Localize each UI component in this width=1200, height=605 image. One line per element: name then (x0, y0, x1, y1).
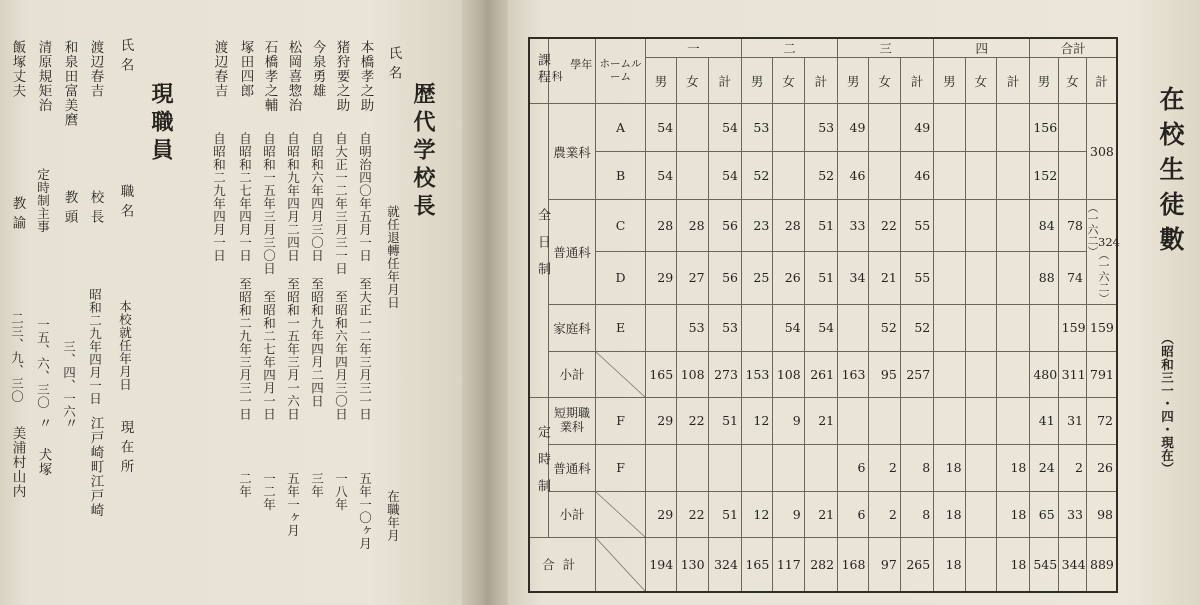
table-cell: 56 (708, 200, 741, 252)
header-male: 男 (741, 58, 772, 104)
principal-term: 自昭和二七年四月一日 至昭和二九年三月三一日 (237, 132, 253, 421)
table-cell (965, 252, 996, 304)
staff-header-since: 本校就任年月日 (117, 300, 133, 391)
table-cell (741, 304, 772, 351)
header-grade-2: 二 (741, 38, 837, 58)
table-cell (965, 397, 996, 444)
table-cell: 52 (900, 304, 933, 351)
table-cell: 23 (741, 200, 772, 252)
header-female: 女 (677, 58, 708, 104)
table-cell: 46 (838, 152, 869, 200)
table-cell (677, 152, 708, 200)
staff-address: 美浦村山内 (9, 426, 26, 499)
table-cell (677, 444, 708, 491)
principal-years: 一八年 (333, 472, 349, 511)
table-cell: 153 (741, 351, 772, 397)
table-cell: 97 (869, 537, 900, 592)
staff-name: 和泉田富美麿 (61, 40, 78, 127)
table-cell: 29 (645, 252, 676, 304)
table-cell (934, 152, 965, 200)
table-cell (934, 351, 965, 397)
table-cell: 78 (1058, 200, 1086, 252)
table-cell: 2 (869, 444, 900, 491)
table-cell: 51 (708, 397, 741, 444)
dept-home-economics: 家庭科 (548, 304, 596, 351)
staff-name: 渡辺春吉 (87, 40, 104, 98)
header-female: 女 (773, 58, 804, 104)
staff-header-address: 現在所 (117, 420, 134, 479)
homeroom-cell: B (596, 152, 646, 200)
table-cell (645, 444, 676, 491)
table-cell: 282 (804, 537, 837, 592)
history-header-name: 氏名 (385, 46, 402, 85)
header-male: 男 (1030, 58, 1058, 104)
table-row (529, 397, 1117, 444)
header-course: 課程 (529, 38, 548, 104)
table-cell: 18 (934, 537, 965, 592)
table-cell: 480 (1030, 351, 1058, 397)
table-cell (869, 397, 900, 444)
table-cell: 46 (900, 152, 933, 200)
table-cell: 52 (804, 152, 837, 200)
agri-total-cell: 308 (1087, 104, 1118, 200)
table-row (529, 444, 1117, 491)
table-cell: 545 (1030, 537, 1058, 592)
table-cell (996, 152, 1029, 200)
table-cell: 18 (996, 444, 1029, 491)
table-cell: 54 (708, 104, 741, 152)
header-female: 女 (869, 58, 900, 104)
enrollment-table (528, 37, 1118, 593)
table-cell: 165 (741, 537, 772, 592)
table-cell: 28 (677, 200, 708, 252)
table-cell: 21 (804, 491, 837, 537)
table-cell: 18 (996, 537, 1029, 592)
enrollment-date: （昭和三一・四・現在） (1159, 332, 1175, 475)
table-cell: 12 (741, 397, 772, 444)
table-cell: 257 (900, 351, 933, 397)
table-cell (996, 351, 1029, 397)
header-male: 男 (934, 58, 965, 104)
table-cell: 95 (869, 351, 900, 397)
table-cell: 117 (773, 537, 804, 592)
table-cell (965, 491, 996, 537)
table-cell: 33 (838, 200, 869, 252)
table-cell (934, 397, 965, 444)
empty-cell (596, 491, 646, 537)
table-cell: 2 (869, 491, 900, 537)
homeroom-cell: F (596, 397, 646, 444)
header-homeroom: ホームルーム (596, 38, 646, 104)
header-sum: 計 (1087, 58, 1118, 104)
homeroom-cell: C (596, 200, 646, 252)
table-cell: 21 (869, 252, 900, 304)
table-cell (996, 304, 1029, 351)
staff-title: 現職員 (148, 82, 174, 166)
principal-term: 自昭和九年四月二四日 至昭和一五年三月一六日 (285, 132, 301, 421)
dept-short-vocational: 短期職業科 (548, 397, 596, 444)
principal-name: 松岡喜惣治 (285, 40, 302, 113)
table-cell: 28 (645, 200, 676, 252)
table-cell: 152 (1030, 152, 1058, 200)
table-cell: 311 (1058, 351, 1086, 397)
principal-name: 塚田四郎 (237, 40, 254, 98)
principal-name: 本橋孝之助 (357, 40, 374, 113)
table-cell: 55 (900, 200, 933, 252)
header-grade-3: 三 (838, 38, 934, 58)
table-cell: 324 (708, 537, 741, 592)
table-cell: 163 (838, 351, 869, 397)
table-cell: 168 (838, 537, 869, 592)
table-cell: 29 (645, 491, 676, 537)
table-cell: 130 (677, 537, 708, 592)
table-cell: 54 (773, 304, 804, 351)
header-total: 合計 (1030, 38, 1117, 58)
header-male: 男 (645, 58, 676, 104)
table-cell: 52 (741, 152, 772, 200)
table-cell (900, 397, 933, 444)
table-cell: 51 (708, 491, 741, 537)
table-cell (965, 304, 996, 351)
table-cell: 6 (838, 491, 869, 537)
subtotal-row (529, 351, 1117, 397)
table-cell: 65 (1030, 491, 1058, 537)
general-note-c: （一六二） (1086, 202, 1099, 257)
table-cell (1058, 104, 1086, 152)
table-cell: 791 (1087, 351, 1118, 397)
table-cell: 12 (741, 491, 772, 537)
table-cell (741, 444, 772, 491)
history-header-term: 就任退轉任年月日 (385, 205, 401, 309)
table-cell: 8 (900, 444, 933, 491)
table-cell: 108 (773, 351, 804, 397)
table-cell: 84 (1030, 200, 1058, 252)
grand-total-row (529, 537, 1117, 592)
subtotal-label: 小計 (548, 351, 596, 397)
table-cell (934, 252, 965, 304)
table-cell: 159 (1058, 304, 1086, 351)
table-cell (996, 200, 1029, 252)
homeroom-cell: D (596, 252, 646, 304)
table-cell: 9 (773, 397, 804, 444)
table-cell: 33 (1058, 491, 1086, 537)
dept-general-parttime: 普通科 (548, 444, 596, 491)
table-cell (965, 351, 996, 397)
principal-term: 自昭和二九年四月一日 (211, 132, 227, 262)
table-cell (677, 104, 708, 152)
empty-cell (596, 537, 646, 592)
enrollment-title: 在校生徒數 (1156, 86, 1185, 261)
table-cell (965, 104, 996, 152)
staff-address: 江戸崎町江戸崎 (87, 416, 104, 518)
table-cell: 889 (1087, 537, 1118, 592)
history-title: 歴代学校長 (410, 82, 436, 222)
table-cell (996, 397, 1029, 444)
staff-position: 教頭 (61, 190, 78, 229)
table-cell: 18 (934, 444, 965, 491)
table-cell: 26 (773, 252, 804, 304)
staff-position: 定時制主事 (35, 168, 51, 233)
principal-years: 三年 (309, 472, 325, 498)
homeroom-cell: F (596, 444, 646, 491)
table-cell: 22 (869, 200, 900, 252)
staff-address: 〃 (61, 416, 78, 431)
table-cell: 6 (838, 444, 869, 491)
staff-name: 飯塚丈夫 (9, 40, 26, 98)
table-row (529, 152, 1117, 200)
table-cell (965, 444, 996, 491)
table-cell: 9 (773, 491, 804, 537)
table-cell (965, 200, 996, 252)
table-cell: 18 (996, 491, 1029, 537)
table-cell (773, 444, 804, 491)
table-cell: 156 (1030, 104, 1058, 152)
subtotal-row (529, 491, 1117, 537)
principal-term: 自昭和六年四月三〇日 至昭和九年四月二四日 (309, 132, 325, 408)
homeroom-cell: E (596, 304, 646, 351)
principal-term: 自昭和一五年三月三〇日 至昭和二七年四月一日 (261, 132, 277, 421)
principal-name: 渡辺春吉 (211, 40, 228, 98)
principal-name: 猪狩要之助 (333, 40, 350, 113)
principal-name: 石橋孝之輔 (261, 40, 278, 113)
table-cell: 53 (708, 304, 741, 351)
table-cell (708, 444, 741, 491)
table-cell (804, 444, 837, 491)
course-fulltime: 全日制 (529, 104, 548, 398)
homeroom-cell: A (596, 104, 646, 152)
table-cell (996, 104, 1029, 152)
table-cell: 88 (1030, 252, 1058, 304)
staff-position: 校長 (87, 190, 104, 229)
table-row (529, 104, 1117, 152)
principal-years: 一二年 (261, 472, 277, 511)
staff-since: 二三、九、三〇 (9, 312, 25, 403)
table-cell: 2 (1058, 444, 1086, 491)
course-parttime: 定時制 (529, 397, 548, 537)
table-cell: 34 (838, 252, 869, 304)
table-cell: 25 (741, 252, 772, 304)
header-female: 女 (965, 58, 996, 104)
header-sum: 計 (996, 58, 1029, 104)
table-cell: 194 (645, 537, 676, 592)
table-cell (965, 152, 996, 200)
general-total: 324 (1098, 235, 1120, 249)
table-cell (838, 304, 869, 351)
subtotal-label: 小計 (548, 491, 596, 537)
staff-name: 清原規矩治 (35, 40, 52, 113)
table-cell: 55 (900, 252, 933, 304)
table-cell: 41 (1030, 397, 1058, 444)
table-cell: 49 (838, 104, 869, 152)
table-cell (838, 397, 869, 444)
general-total-cell (1087, 200, 1118, 305)
table-cell: 53 (804, 104, 837, 152)
table-cell: 159 (1087, 304, 1118, 351)
table-cell (773, 104, 804, 152)
staff-since: 昭和二九年四月一日 (87, 288, 103, 405)
principal-term: 自明治四〇年五月一日 至大正一二年三月三一日 (357, 132, 373, 421)
principal-term: 自大正一二年三月三一日 至昭和六年四月三〇日 (333, 132, 349, 421)
table-row (529, 200, 1117, 252)
table-cell (773, 152, 804, 200)
table-cell: 54 (708, 152, 741, 200)
table-cell: 24 (1030, 444, 1058, 491)
grand-total-label: 合計 (529, 537, 596, 592)
header-grade-1: 一 (645, 38, 741, 58)
general-note-d: （一六二） (1097, 248, 1110, 304)
dept-agriculture: 農業科 (548, 104, 596, 200)
table-cell (965, 537, 996, 592)
header-sum: 計 (900, 58, 933, 104)
table-cell (645, 304, 676, 351)
header-sum: 計 (708, 58, 741, 104)
table-cell: 27 (677, 252, 708, 304)
table-cell: 21 (804, 397, 837, 444)
empty-cell (596, 351, 646, 397)
dept-general: 普通科 (548, 200, 596, 305)
table-cell: 51 (804, 252, 837, 304)
principal-name: 今泉勇雄 (309, 40, 326, 98)
table-cell (869, 152, 900, 200)
table-cell: 273 (708, 351, 741, 397)
staff-address: 〃 犬塚 (35, 416, 52, 477)
principal-years: 五年一〇ヶ月 (357, 472, 373, 550)
table-cell: 8 (900, 491, 933, 537)
staff-header-name: 氏名 (117, 38, 134, 77)
table-cell: 72 (1087, 397, 1118, 444)
table-cell (934, 104, 965, 152)
header-sum: 計 (804, 58, 837, 104)
table-cell: 165 (645, 351, 676, 397)
staff-since: 三、四、一六 (61, 340, 77, 418)
table-cell (1030, 304, 1058, 351)
table-cell: 261 (804, 351, 837, 397)
book-gutter (462, 0, 508, 605)
table-cell: 344 (1058, 537, 1086, 592)
table-cell: 51 (804, 200, 837, 252)
table-cell: 29 (645, 397, 676, 444)
table-cell: 108 (677, 351, 708, 397)
header-grade-subject: 學年 科 (548, 38, 596, 104)
staff-position: 教諭 (9, 196, 26, 235)
header-male: 男 (838, 58, 869, 104)
header-grade-4: 四 (934, 38, 1030, 58)
table-cell: 22 (677, 491, 708, 537)
principal-years: 二年 (237, 472, 253, 498)
table-cell (996, 252, 1029, 304)
table-cell: 74 (1058, 252, 1086, 304)
table-cell: 54 (804, 304, 837, 351)
table-cell (1058, 152, 1086, 200)
table-cell: 53 (741, 104, 772, 152)
history-header-years: 在職年月 (385, 490, 401, 542)
table-cell: 49 (900, 104, 933, 152)
table-header-row (529, 38, 1117, 58)
principal-years: 五年一ヶ月 (285, 472, 301, 537)
table-cell: 28 (773, 200, 804, 252)
staff-header-position: 職名 (117, 184, 134, 223)
table-row (529, 304, 1117, 351)
header-female: 女 (1058, 58, 1086, 104)
table-cell: 52 (869, 304, 900, 351)
table-cell (869, 104, 900, 152)
table-cell: 18 (934, 491, 965, 537)
table-cell: 265 (900, 537, 933, 592)
table-cell: 98 (1087, 491, 1118, 537)
table-row (529, 252, 1117, 304)
table-cell: 56 (708, 252, 741, 304)
table-cell: 26 (1087, 444, 1118, 491)
table-cell: 54 (645, 104, 676, 152)
table-cell: 53 (677, 304, 708, 351)
table-cell (934, 200, 965, 252)
staff-since: 一五、六、三〇 (35, 318, 51, 409)
table-cell: 31 (1058, 397, 1086, 444)
table-cell: 54 (645, 152, 676, 200)
table-cell (934, 304, 965, 351)
table-cell: 22 (677, 397, 708, 444)
